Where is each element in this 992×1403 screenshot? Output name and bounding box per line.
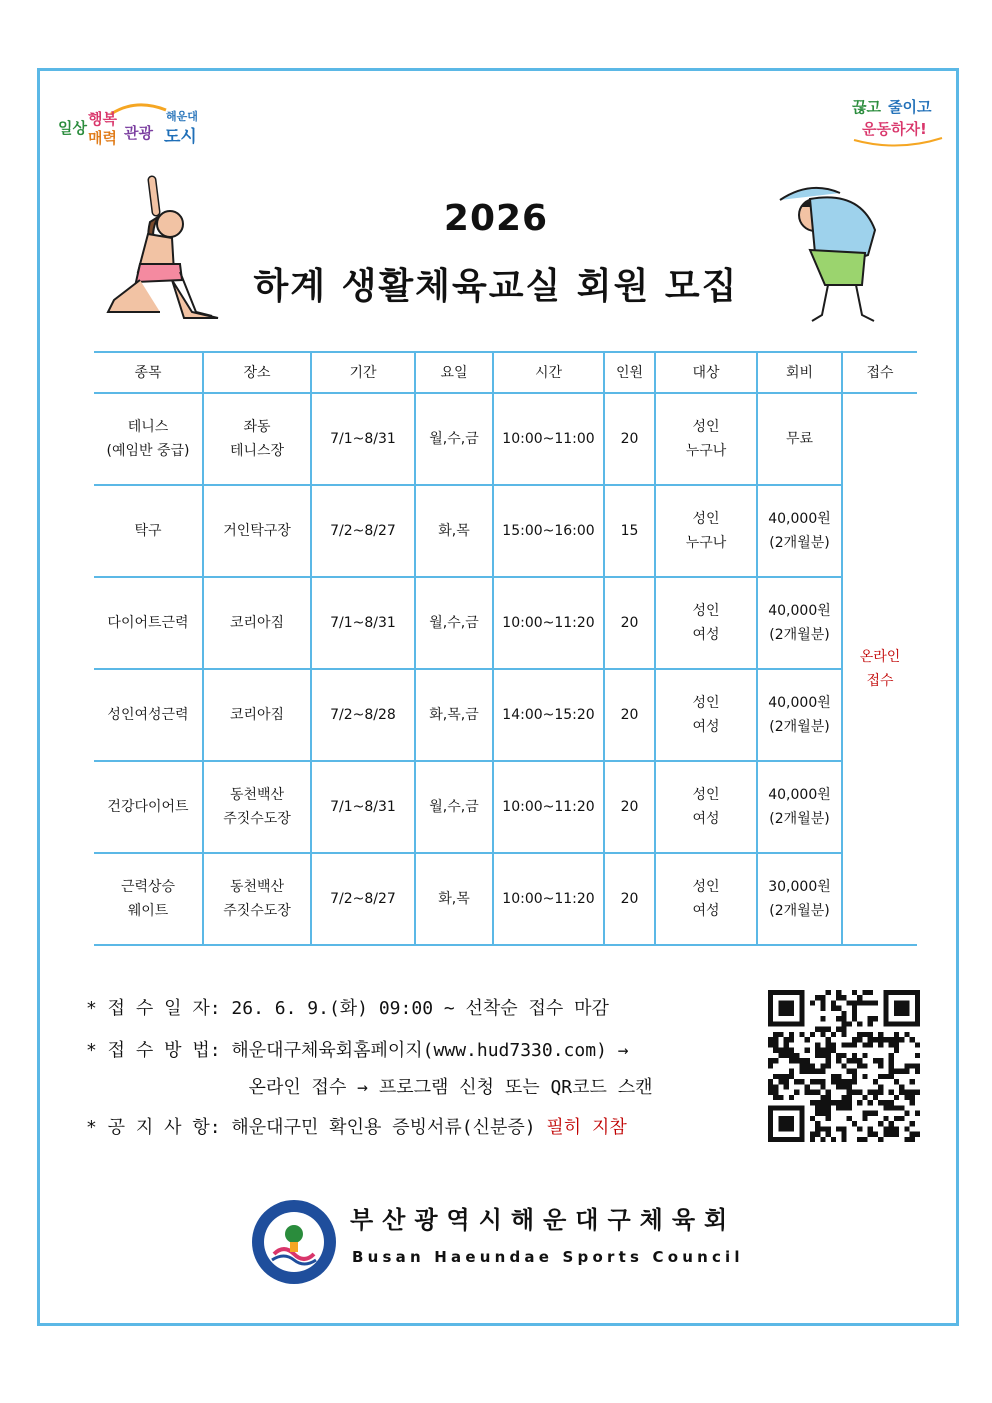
exercise-slogan-logo bbox=[848, 92, 948, 152]
cell-place: 동천백산 주짓수도장 bbox=[203, 853, 311, 945]
cell-time: 10:00~11:20 bbox=[493, 853, 604, 945]
column-header-time: 시간 bbox=[493, 352, 604, 393]
svg-text:끊고: 끊고 bbox=[852, 98, 881, 116]
column-header-fee: 회비 bbox=[757, 352, 842, 393]
cell-place: 코리아짐 bbox=[203, 577, 311, 669]
cell-days: 화,목,금 bbox=[415, 669, 493, 761]
table-header-row bbox=[94, 352, 917, 393]
cell-capacity: 20 bbox=[604, 577, 655, 669]
sports-council-emblem bbox=[250, 1198, 338, 1286]
column-header-capacity: 인원 bbox=[604, 352, 655, 393]
title-year: 2026 bbox=[443, 198, 549, 239]
cell-event: 건강다이어트 bbox=[94, 761, 203, 853]
cell-fee: 무료 bbox=[757, 393, 842, 485]
column-header-registration: 접수 bbox=[842, 352, 917, 393]
page-title: 하계 생활체육교실 회원 모집 bbox=[253, 266, 739, 307]
column-header-days: 요일 bbox=[415, 352, 493, 393]
svg-text:운동하자!: 운동하자! bbox=[862, 120, 927, 138]
table-row bbox=[94, 669, 917, 761]
qr-code[interactable] bbox=[768, 990, 920, 1142]
cell-fee: 30,000원 (2개월분) bbox=[757, 853, 842, 945]
cell-capacity: 20 bbox=[604, 761, 655, 853]
organization-name-english: Busan Haeundae Sports Council bbox=[352, 1248, 744, 1266]
cell-place: 거인탁구장 bbox=[203, 485, 311, 577]
cell-days: 월,수,금 bbox=[415, 577, 493, 669]
cell-capacity: 20 bbox=[604, 393, 655, 485]
notice-required-item: 필히 지참 bbox=[546, 1117, 627, 1138]
cell-place: 코리아짐 bbox=[203, 669, 311, 761]
cell-target: 성인 누구나 bbox=[655, 485, 757, 577]
svg-text:행복: 행복 bbox=[88, 110, 117, 128]
table-row bbox=[94, 577, 917, 669]
cell-event: 근력상승 웨이트 bbox=[94, 853, 203, 945]
cell-period: 7/1~8/31 bbox=[311, 761, 415, 853]
cell-event: 성인여성근력 bbox=[94, 669, 203, 761]
cell-event: 탁구 bbox=[94, 485, 203, 577]
cell-period: 7/2~8/27 bbox=[311, 853, 415, 945]
cell-period: 7/1~8/31 bbox=[311, 393, 415, 485]
schedule-table bbox=[94, 351, 917, 946]
cell-time: 15:00~16:00 bbox=[493, 485, 604, 577]
cell-period: 7/2~8/28 bbox=[311, 669, 415, 761]
table-row bbox=[94, 485, 917, 577]
cell-period: 7/1~8/31 bbox=[311, 577, 415, 669]
svg-text:해운대: 해운대 bbox=[166, 110, 198, 123]
cell-fee: 40,000원 (2개월분) bbox=[757, 761, 842, 853]
svg-text:일상: 일상 bbox=[58, 119, 87, 137]
cell-days: 월,수,금 bbox=[415, 393, 493, 485]
column-header-place: 장소 bbox=[203, 352, 311, 393]
notice-announcement: * 공 지 사 항: 해운대구민 확인용 증빙서류(신분증) 필히 지참 bbox=[86, 1117, 627, 1138]
table-row bbox=[94, 761, 917, 853]
organization-name-korean: 부산광역시해운대구체육회 bbox=[350, 1206, 737, 1234]
cell-fee: 40,000원 (2개월분) bbox=[757, 485, 842, 577]
column-header-period: 기간 bbox=[311, 352, 415, 393]
cell-period: 7/2~8/27 bbox=[311, 485, 415, 577]
cell-capacity: 20 bbox=[604, 853, 655, 945]
cell-target: 성인 누구나 bbox=[655, 393, 757, 485]
cell-target: 성인 여성 bbox=[655, 669, 757, 761]
table-row bbox=[94, 853, 917, 945]
cell-days: 화,목 bbox=[415, 485, 493, 577]
table-row bbox=[94, 393, 917, 485]
cell-event: 다이어트근력 bbox=[94, 577, 203, 669]
svg-text:도시: 도시 bbox=[164, 127, 197, 147]
cell-place: 동천백산 주짓수도장 bbox=[203, 761, 311, 853]
cell-time: 10:00~11:00 bbox=[493, 393, 604, 485]
cell-place: 좌동 테니스장 bbox=[203, 393, 311, 485]
notice-registration-date: * 접 수 일 자: 26. 6. 9.(화) 09:00 ~ 선착순 접수 마감 bbox=[86, 998, 609, 1019]
svg-text:줄이고: 줄이고 bbox=[888, 98, 932, 116]
cell-fee: 40,000원 (2개월분) bbox=[757, 669, 842, 761]
cell-capacity: 15 bbox=[604, 485, 655, 577]
cell-target: 성인 여성 bbox=[655, 761, 757, 853]
cell-target: 성인 여성 bbox=[655, 577, 757, 669]
cell-event: 테니스 (예임반 중급) bbox=[94, 393, 203, 485]
column-header-target: 대상 bbox=[655, 352, 757, 393]
notice-registration-method: * 접 수 방 법: 해운대구체육회홈페이지(www.hud7330.com) → bbox=[86, 1040, 629, 1061]
cell-registration-online: 온라인 접수 bbox=[842, 393, 917, 945]
notice-registration-method-cont: 온라인 접수 → 프로그램 신청 또는 QR코드 스캔 bbox=[86, 1077, 653, 1098]
cell-target: 성인 여성 bbox=[655, 853, 757, 945]
cell-capacity: 20 bbox=[604, 669, 655, 761]
svg-text:관광: 관광 bbox=[124, 124, 153, 142]
cell-time: 10:00~11:20 bbox=[493, 761, 604, 853]
cell-time: 14:00~15:20 bbox=[493, 669, 604, 761]
cell-days: 화,목 bbox=[415, 853, 493, 945]
svg-text:매력: 매력 bbox=[88, 129, 117, 147]
column-header-event: 종목 bbox=[94, 352, 203, 393]
cell-fee: 40,000원 (2개월분) bbox=[757, 577, 842, 669]
cell-days: 월,수,금 bbox=[415, 761, 493, 853]
city-slogan-logo bbox=[56, 100, 206, 150]
cell-time: 10:00~11:20 bbox=[493, 577, 604, 669]
